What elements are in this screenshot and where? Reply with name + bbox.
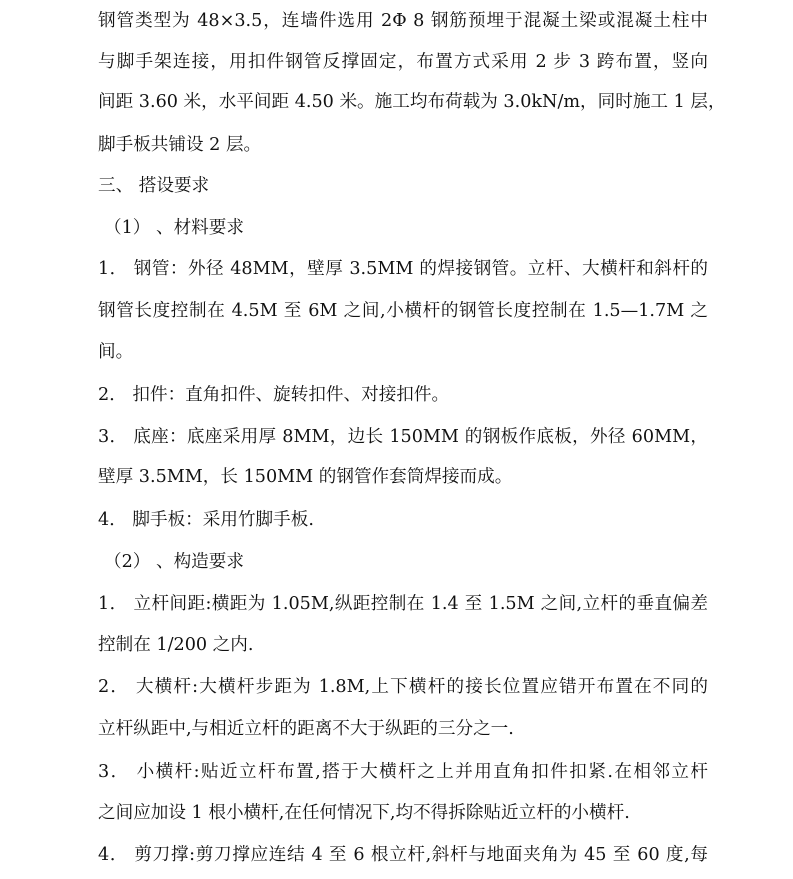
list-item-line: 2． 扣件：直角扣件、旋转扣件、对接扣件。 (98, 385, 450, 405)
list-item-line: 3． 小横杆:贴近立杆布置,搭于大横杆之上并用直角扣件扣紧.在相邻立杆 (98, 762, 708, 782)
list-item-line: 钢管长度控制在 4.5M 至 6M 之间,小横杆的钢管长度控制在 1.5—1.7M 之 (98, 301, 708, 321)
list-item-line: 1． 立杆间距:横距为 1.05M,纵距控制在 1.4 至 1.5M 之间,立杆的垂直偏差 (98, 594, 708, 614)
paragraph-line: 间距 3.60 米，水平间距 4.50 米。施工均布荷载为 3.0kN/m，同时施工 1 层， (98, 92, 726, 112)
list-item-line: 立杆纵距中,与相近立杆的距离不大于纵距的三分之一. (98, 719, 514, 739)
list-item-line: 3． 底座：底座采用厚 8MM，边长 150MM 的钢板作底板，外径 60MM， (98, 427, 708, 447)
list-item-line: 4． 脚手板：采用竹脚手板. (98, 510, 314, 530)
list-item-line: 2． 大横杆:大横杆步距为 1.8M,上下横杆的接长位置应错开布置在不同的 (98, 677, 708, 697)
list-item-line: 壁厚 3.5MM，长 150MM 的钢管作套筒焊接而成。 (98, 467, 513, 487)
section-heading: 三、 搭设要求 (98, 176, 210, 196)
paragraph-line: 与脚手架连接，用扣件钢管反撑固定，布置方式采用 2 步 3 跨布置，竖向 (98, 52, 708, 72)
list-item-line: 1． 钢管：外径 48MM，壁厚 3.5MM 的焊接钢管。立杆、大横杆和斜杆的 (98, 259, 708, 279)
list-item-line: 4． 剪刀撑:剪刀撑应连结 4 至 6 根立杆,斜杆与地面夹角为 45 至 60 度,每 (98, 845, 708, 865)
subsection-heading: （1） 、材料要求 (104, 218, 244, 238)
subsection-heading: （2） 、构造要求 (104, 552, 244, 572)
paragraph-line: 脚手板共铺设 2 层。 (98, 135, 262, 155)
list-item-line: 之间应加设 1 根小横杆,在任何情况下,均不得拆除贴近立杆的小横杆. (98, 803, 630, 823)
list-item-line: 控制在 1/200 之内. (98, 635, 254, 655)
list-item-line: 间。 (98, 342, 134, 362)
paragraph-line: 钢管类型为 48×3.5，连墙件选用 2Φ 8 钢筋预埋于混凝土梁或混凝土柱中 (98, 11, 708, 31)
